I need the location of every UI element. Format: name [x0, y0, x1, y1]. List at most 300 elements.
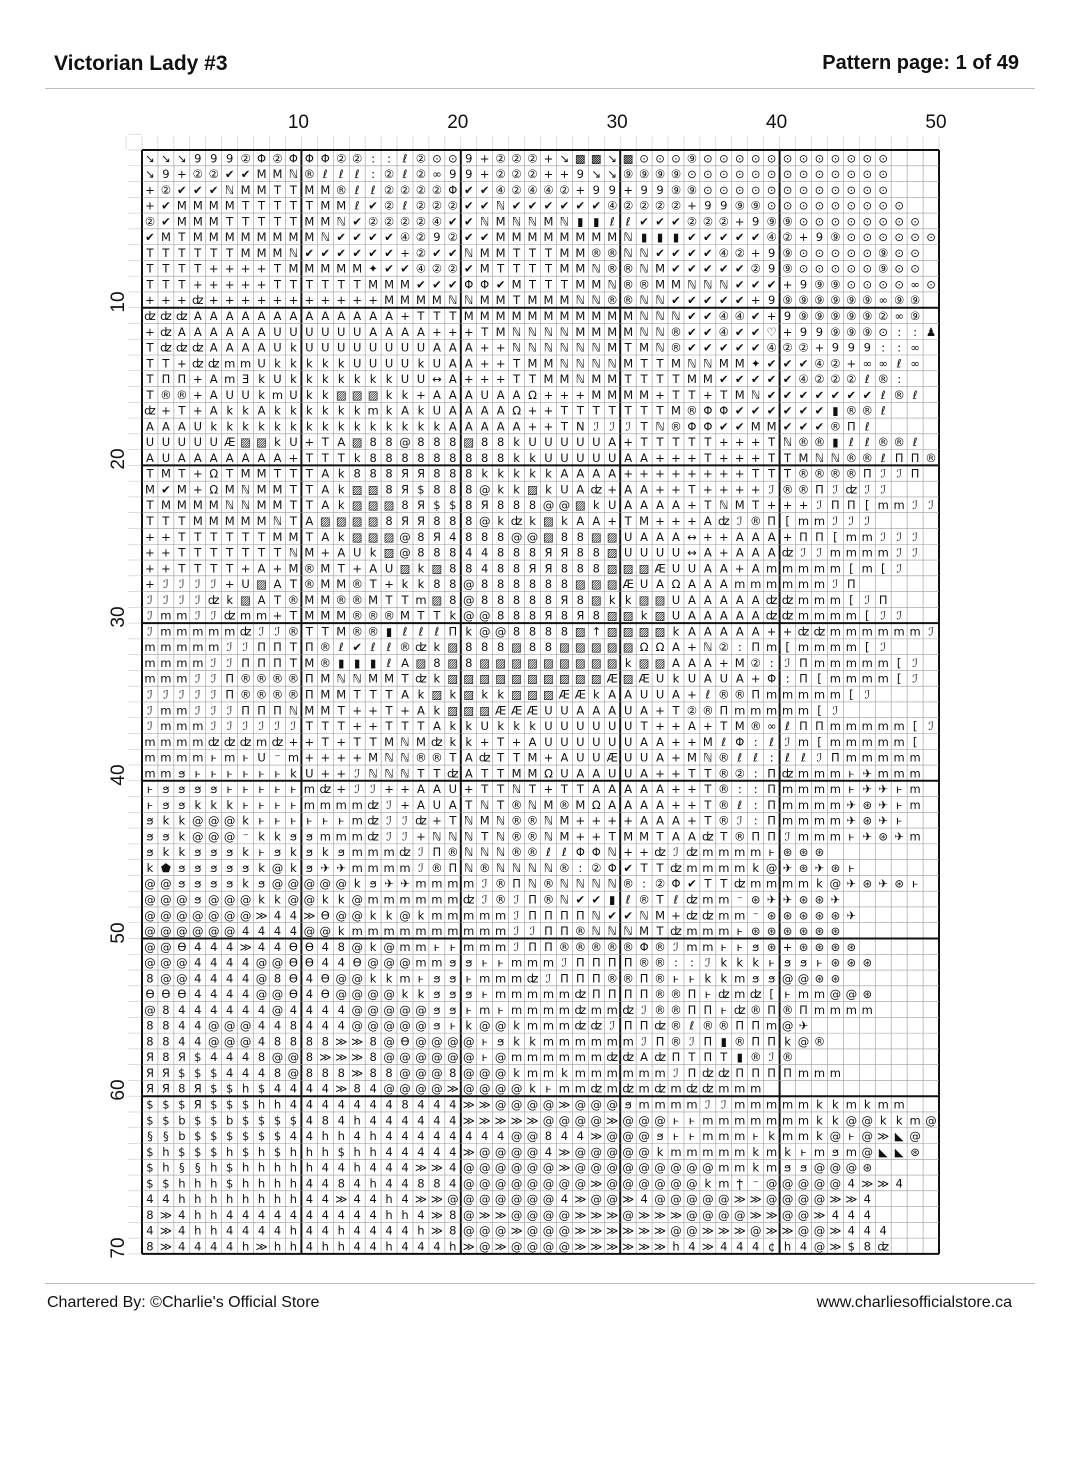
- stitch-symbol: m: [192, 640, 204, 655]
- stitch-symbol: U: [608, 498, 617, 513]
- stitch-symbol: ϧ: [369, 876, 377, 891]
- stitch-symbol: A: [448, 372, 457, 387]
- stitch-symbol: ⊛: [798, 845, 809, 860]
- stitch-symbol: T: [544, 277, 552, 292]
- stitch-symbol: h: [241, 1176, 250, 1191]
- stitch-symbol: U: [623, 766, 633, 781]
- stitch-symbol: m: [845, 640, 857, 655]
- stitch-symbol: m: [718, 845, 730, 860]
- stitch-symbol: @: [654, 1160, 666, 1175]
- stitch-symbol: ⊙: [718, 151, 729, 166]
- stitch-symbol: ϧ: [178, 782, 186, 797]
- stitch-symbol: A: [672, 655, 680, 670]
- stitch-symbol: T: [305, 277, 313, 292]
- stitch-symbol: 4: [401, 1129, 409, 1144]
- stitch-symbol: 8: [353, 1081, 361, 1096]
- stitch-symbol: ℕ: [559, 340, 570, 355]
- stitch-symbol: Π: [639, 1018, 649, 1033]
- stitch-symbol: m: [399, 939, 411, 954]
- stitch-symbol: T: [273, 545, 282, 560]
- stitch-symbol: ⁻: [274, 750, 281, 765]
- stitch-symbol: T: [513, 293, 521, 308]
- stitch-symbol: ≫: [478, 1113, 491, 1128]
- stitch-symbol: ϧ: [194, 892, 202, 907]
- stitch-symbol: ®: [542, 876, 555, 891]
- stitch-symbol: $: [162, 1176, 170, 1191]
- stitch-symbol: k: [529, 514, 536, 529]
- stitch-symbol: +: [240, 277, 251, 292]
- stitch-symbol: ⊛: [878, 829, 889, 844]
- stitch-symbol: A: [512, 419, 521, 434]
- stitch-symbol: ②: [415, 167, 427, 182]
- stitch-symbol: ⊙: [878, 198, 889, 213]
- stitch-symbol: M: [415, 293, 426, 308]
- stitch-symbol: ✔: [432, 245, 442, 260]
- stitch-symbol: ⊙: [448, 151, 458, 166]
- stitch-symbol: ✔: [718, 261, 729, 276]
- stitch-symbol: ▨: [367, 387, 379, 402]
- stitch-symbol: ⊙: [766, 167, 777, 182]
- stitch-symbol: m: [797, 561, 810, 576]
- stitch-symbol: @: [558, 1239, 571, 1254]
- stitch-symbol: +: [782, 324, 793, 339]
- stitch-symbol: m: [845, 608, 857, 623]
- stitch-symbol: @: [494, 1081, 507, 1096]
- stitch-symbol: T: [513, 372, 521, 387]
- stitch-symbol: k: [704, 1176, 712, 1191]
- stitch-symbol: ⱶ: [449, 1018, 457, 1033]
- stitch-symbol: ↘: [145, 167, 155, 182]
- stitch-symbol: Π: [161, 372, 171, 387]
- stitch-symbol: ℕ: [496, 860, 506, 875]
- stitch-symbol: h: [241, 1192, 250, 1207]
- stitch-symbol: 8: [592, 545, 600, 560]
- stitch-symbol: ℕ: [591, 876, 601, 891]
- stitch-symbol: ®: [813, 1034, 826, 1049]
- stitch-symbol: m: [176, 719, 188, 734]
- stitch-symbol: @: [463, 1160, 475, 1175]
- stitch-symbol: Π: [225, 671, 234, 686]
- stitch-symbol: m: [526, 955, 539, 970]
- stitch-symbol: 4: [257, 1018, 266, 1033]
- stitch-symbol: @: [271, 955, 284, 970]
- stitch-symbol: Π: [623, 1018, 633, 1033]
- stitch-symbol: k: [433, 640, 441, 655]
- stitch-symbol: k: [385, 387, 393, 402]
- stitch-symbol: ʣ: [415, 813, 427, 828]
- stitch-symbol: T: [273, 182, 282, 197]
- stitch-symbol: ▮: [832, 403, 839, 418]
- stitch-symbol: U: [257, 356, 266, 371]
- stitch-symbol: ®: [351, 592, 363, 607]
- stitch-symbol: m: [431, 924, 443, 939]
- stitch-symbol: k: [401, 387, 409, 402]
- stitch-symbol: ℕ: [543, 324, 554, 339]
- stitch-symbol: ▮: [577, 214, 584, 229]
- stitch-symbol: ʣ: [717, 1065, 730, 1080]
- stitch-symbol: m: [877, 655, 889, 670]
- stitch-symbol: m: [542, 1050, 555, 1065]
- stitch-symbol: U: [719, 671, 729, 686]
- stitch-symbol: @: [207, 924, 220, 939]
- stitch-symbol: +: [671, 908, 681, 923]
- stitch-symbol: ✔: [655, 214, 665, 229]
- stitch-symbol: @: [399, 1081, 411, 1096]
- stitch-symbol: T: [608, 829, 616, 844]
- stitch-symbol: k: [449, 608, 457, 623]
- stitch-symbol: m: [845, 750, 857, 765]
- stitch-symbol: k: [513, 1034, 520, 1049]
- stitch-symbol: Π: [305, 640, 314, 655]
- stitch-symbol: @: [144, 939, 156, 954]
- stitch-symbol: 8: [353, 466, 361, 481]
- stitch-symbol: @: [702, 1192, 714, 1207]
- stitch-symbol: ⱶ: [768, 845, 775, 860]
- stitch-symbol: Æ: [654, 561, 666, 576]
- stitch-symbol: M: [320, 182, 331, 197]
- stitch-symbol: h: [369, 1176, 377, 1191]
- stitch-symbol: Π: [544, 924, 553, 939]
- stitch-symbol: ℐ: [737, 813, 743, 828]
- stitch-symbol: M: [145, 482, 155, 497]
- stitch-symbol: ®: [734, 1034, 746, 1049]
- stitch-symbol: 4: [863, 1223, 871, 1238]
- stitch-symbol: ≫: [781, 1223, 794, 1238]
- stitch-symbol: ▮: [656, 230, 664, 245]
- stitch-symbol: T: [305, 498, 313, 513]
- stitch-symbol: ✔: [432, 277, 442, 292]
- stitch-symbol: A: [672, 640, 680, 655]
- stitch-symbol: h: [210, 1223, 218, 1238]
- stitch-symbol: k: [672, 624, 680, 639]
- stitch-symbol: ✈: [320, 860, 331, 875]
- stitch-symbol: ℕ: [591, 924, 601, 939]
- stitch-symbol: ℐ: [418, 845, 424, 860]
- stitch-symbol: @: [176, 971, 188, 986]
- stitch-symbol: Π: [815, 719, 824, 734]
- stitch-symbol: k: [561, 1065, 568, 1080]
- stitch-symbol: m: [829, 608, 841, 623]
- stitch-symbol: ℓ: [880, 387, 886, 402]
- stitch-symbol: m: [495, 987, 507, 1002]
- stitch-symbol: 8: [433, 435, 441, 450]
- stitch-symbol: ⑨: [782, 261, 793, 276]
- stitch-symbol: A: [257, 340, 266, 355]
- stitch-symbol: U: [576, 435, 585, 450]
- stitch-symbol: @: [383, 1050, 395, 1065]
- stitch-symbol: ✔: [495, 277, 506, 292]
- stitch-symbol: M: [463, 309, 474, 323]
- stitch-symbol: ≫: [430, 1207, 443, 1222]
- stitch-symbol: k: [306, 419, 313, 434]
- stitch-symbol: ®: [670, 1034, 682, 1049]
- stitch-symbol: T: [672, 387, 680, 402]
- stitch-symbol: 4: [194, 939, 202, 954]
- stitch-symbol: 4: [353, 1176, 361, 1191]
- stitch-symbol: ✔: [591, 892, 602, 907]
- stitch-symbol: ②: [734, 766, 745, 781]
- stitch-symbol: @: [287, 1065, 300, 1080]
- stitch-symbol: U: [623, 703, 633, 718]
- stitch-symbol: h: [162, 1160, 170, 1175]
- row-number: 20: [108, 448, 129, 470]
- stitch-symbol: ▩: [622, 151, 634, 166]
- stitch-symbol: ϧ: [178, 766, 186, 781]
- stitch-symbol: 8: [544, 640, 553, 655]
- stitch-symbol: m: [845, 624, 857, 639]
- stitch-symbol: T: [720, 829, 728, 844]
- stitch-symbol: k: [290, 766, 297, 781]
- stitch-symbol: @: [622, 1144, 634, 1159]
- stitch-symbol: m: [319, 797, 331, 812]
- stitch-symbol: ✔: [782, 403, 793, 418]
- stitch-symbol: ⑨: [798, 309, 809, 323]
- stitch-symbol: A: [624, 687, 633, 702]
- stitch-symbol: ⱶ: [497, 1002, 504, 1017]
- stitch-symbol: ⱶ: [816, 955, 823, 970]
- stitch-symbol: m: [335, 829, 347, 844]
- stitch-symbol: M: [623, 324, 634, 339]
- stitch-symbol: 4: [433, 1239, 441, 1254]
- stitch-symbol: ⱶ: [481, 1050, 488, 1065]
- stitch-symbol: 8: [401, 450, 409, 465]
- stitch-symbol: h: [194, 1192, 202, 1207]
- stitch-symbol: m: [160, 640, 172, 655]
- stitch-symbol: 4: [369, 1097, 377, 1112]
- stitch-symbol: ④: [399, 230, 411, 245]
- stitch-symbol: m: [303, 782, 315, 797]
- stitch-symbol: h: [783, 1239, 792, 1254]
- stitch-symbol: ʣ: [367, 797, 379, 812]
- stitch-symbol: T: [289, 482, 297, 497]
- stitch-symbol: m: [542, 955, 555, 970]
- stitch-symbol: ℓ: [625, 214, 631, 229]
- stitch-symbol: ✔: [750, 372, 761, 387]
- stitch-symbol: ✈: [766, 892, 777, 907]
- stitch-symbol: M: [686, 372, 697, 387]
- stitch-symbol: ▨: [511, 671, 523, 686]
- stitch-symbol: ≫: [510, 1113, 523, 1128]
- stitch-symbol: h: [210, 1160, 218, 1175]
- stitch-symbol: ϧ: [433, 1018, 441, 1033]
- stitch-symbol: +: [734, 435, 745, 450]
- stitch-symbol: 4: [847, 1207, 855, 1222]
- stitch-symbol: ℓ: [880, 403, 886, 418]
- stitch-symbol: @: [351, 1018, 363, 1033]
- stitch-symbol: T: [289, 655, 297, 670]
- stitch-symbol: T: [210, 561, 218, 576]
- stitch-symbol: ⱶ: [688, 1129, 696, 1144]
- stitch-symbol: k: [465, 624, 473, 639]
- stitch-symbol: ②: [495, 167, 506, 182]
- stitch-symbol: U: [544, 734, 553, 749]
- stitch-symbol: T: [337, 703, 345, 718]
- stitch-symbol: +: [623, 182, 633, 197]
- stitch-symbol: ϧ: [799, 955, 808, 970]
- stitch-symbol: 8: [385, 514, 393, 529]
- stitch-symbol: 8: [385, 435, 393, 450]
- stitch-symbol: m: [160, 734, 172, 749]
- stitch-symbol: 4: [417, 1129, 425, 1144]
- stitch-symbol: 4: [417, 1207, 425, 1222]
- stitch-symbol: k: [385, 971, 393, 986]
- stitch-symbol: m: [797, 703, 810, 718]
- stitch-symbol: T: [704, 450, 712, 465]
- stitch-symbol: m: [224, 356, 236, 371]
- stitch-symbol: U: [671, 561, 681, 576]
- stitch-symbol: T: [210, 545, 218, 560]
- stitch-symbol: ▨: [574, 498, 586, 513]
- stitch-symbol: ⱶ: [274, 813, 281, 828]
- stitch-symbol: +: [814, 340, 825, 355]
- stitch-symbol: U: [305, 340, 314, 355]
- stitch-symbol: A: [624, 797, 633, 812]
- stitch-symbol: @: [399, 1050, 411, 1065]
- stitch-symbol: ≫: [510, 1223, 523, 1238]
- stitch-symbol: @: [558, 1207, 571, 1222]
- stitch-symbol: +: [320, 545, 331, 560]
- stitch-symbol: +: [734, 450, 745, 465]
- stitch-symbol: m: [797, 797, 810, 812]
- stitch-symbol: m: [176, 703, 188, 718]
- stitch-symbol: m: [734, 987, 746, 1002]
- stitch-symbol: M: [527, 766, 538, 781]
- stitch-symbol: M: [320, 198, 331, 213]
- stitch-symbol: ℕ: [527, 876, 538, 891]
- stitch-symbol: 8: [496, 498, 505, 513]
- stitch-symbol: 4: [226, 1239, 234, 1254]
- stitch-symbol: 9: [226, 151, 234, 166]
- stitch-symbol: ℓ: [801, 750, 806, 765]
- stitch-symbol: @: [558, 498, 571, 513]
- stitch-symbol: k: [417, 403, 425, 418]
- stitch-symbol: @: [765, 1176, 778, 1191]
- stitch-symbol: k: [624, 592, 632, 607]
- stitch-symbol: ʣ: [431, 734, 443, 749]
- stitch-symbol: m: [351, 829, 363, 844]
- stitch-symbol: ʣ: [207, 734, 220, 749]
- stitch-symbol: T: [688, 1050, 696, 1065]
- stitch-symbol: @: [303, 892, 316, 907]
- stitch-symbol: h: [289, 1223, 298, 1238]
- stitch-symbol: @: [861, 1113, 874, 1128]
- stitch-symbol: ℐ: [832, 514, 839, 529]
- stitch-symbol: :: [578, 860, 583, 875]
- stitch-symbol: k: [481, 466, 489, 481]
- stitch-symbol: A: [209, 387, 218, 402]
- stitch-symbol: ≫: [494, 1113, 507, 1128]
- stitch-symbol: ✔: [814, 403, 825, 418]
- stitch-symbol: ②: [192, 167, 203, 182]
- stitch-symbol: Π: [576, 908, 585, 923]
- stitch-symbol: Я: [544, 608, 553, 623]
- stitch-symbol: 8: [433, 482, 441, 497]
- stitch-symbol: @: [654, 1176, 666, 1191]
- stitch-symbol: m: [590, 1050, 602, 1065]
- stitch-symbol: T: [656, 435, 664, 450]
- stitch-symbol: 8: [321, 1065, 329, 1080]
- stitch-symbol: ⊙: [894, 277, 904, 292]
- stitch-symbol: M: [495, 245, 506, 260]
- stitch-symbol: ⑨: [782, 245, 793, 260]
- stitch-symbol: Π: [751, 1034, 761, 1049]
- stitch-symbol: m: [845, 671, 857, 686]
- stitch-symbol: A: [608, 687, 617, 702]
- stitch-symbol: k: [274, 435, 281, 450]
- stitch-symbol: m: [192, 719, 204, 734]
- stitch-symbol: T: [560, 277, 568, 292]
- row-number: 50: [108, 921, 129, 944]
- stitch-symbol: ✈: [846, 813, 857, 828]
- stitch-symbol: 4: [736, 1239, 744, 1254]
- stitch-symbol: ⱶ: [146, 782, 154, 797]
- stitch-symbol: ®: [861, 403, 874, 418]
- stitch-symbol: T: [385, 719, 393, 734]
- stitch-symbol: ʣ: [160, 340, 172, 355]
- stitch-symbol: h: [321, 1239, 329, 1254]
- stitch-symbol: @: [478, 1176, 491, 1191]
- stitch-symbol: m: [829, 734, 841, 749]
- stitch-symbol: U: [639, 577, 649, 592]
- stitch-symbol: A: [193, 324, 202, 339]
- stitch-symbol: $: [178, 1144, 186, 1159]
- stitch-symbol: 4: [273, 1207, 282, 1222]
- stitch-symbol: M: [208, 514, 219, 529]
- stitch-symbol: m: [224, 624, 236, 639]
- stitch-symbol: ⊛: [862, 813, 873, 828]
- stitch-symbol: ʣ: [702, 1081, 714, 1096]
- stitch-symbol: :: [769, 655, 774, 670]
- stitch-symbol: k: [529, 1034, 536, 1049]
- stitch-symbol: Я: [416, 498, 425, 513]
- stitch-symbol: T: [242, 214, 250, 229]
- stitch-symbol: A: [464, 403, 473, 418]
- stitch-symbol: T: [385, 592, 393, 607]
- stitch-symbol: m: [431, 892, 443, 907]
- stitch-symbol: M: [384, 277, 395, 292]
- stitch-symbol: ②: [702, 214, 714, 229]
- stitch-symbol: $: [146, 1176, 154, 1191]
- stitch-symbol: U: [289, 435, 298, 450]
- stitch-symbol: ℕ: [480, 797, 490, 812]
- stitch-symbol: M: [575, 230, 586, 245]
- stitch-symbol: ▮: [640, 230, 648, 245]
- stitch-symbol: k: [497, 514, 504, 529]
- stitch-symbol: ②: [352, 151, 363, 166]
- column-number: 20: [447, 112, 469, 133]
- stitch-symbol: A: [640, 734, 649, 749]
- stitch-symbol: Π: [607, 955, 617, 970]
- stitch-symbol: A: [417, 782, 425, 797]
- stitch-symbol: 8: [512, 545, 521, 560]
- stitch-symbol: 4: [401, 1144, 409, 1159]
- stitch-symbol: 8: [481, 577, 489, 592]
- stitch-symbol: Π: [767, 829, 776, 844]
- stitch-symbol: T: [704, 813, 712, 828]
- stitch-symbol: 8: [592, 561, 600, 576]
- stitch-symbol: m: [893, 734, 905, 749]
- stitch-symbol: @: [686, 1160, 698, 1175]
- stitch-symbol: ⊙: [734, 167, 745, 182]
- stitch-symbol: T: [162, 514, 170, 529]
- stitch-symbol: ②: [750, 655, 761, 670]
- stitch-symbol: ≫: [590, 1129, 603, 1144]
- stitch-symbol: @: [590, 1113, 603, 1128]
- stitch-symbol: +: [750, 245, 761, 260]
- stitch-symbol: ≫: [669, 1207, 683, 1222]
- stitch-symbol: k: [274, 419, 281, 434]
- stitch-symbol: ⱶ: [146, 797, 154, 812]
